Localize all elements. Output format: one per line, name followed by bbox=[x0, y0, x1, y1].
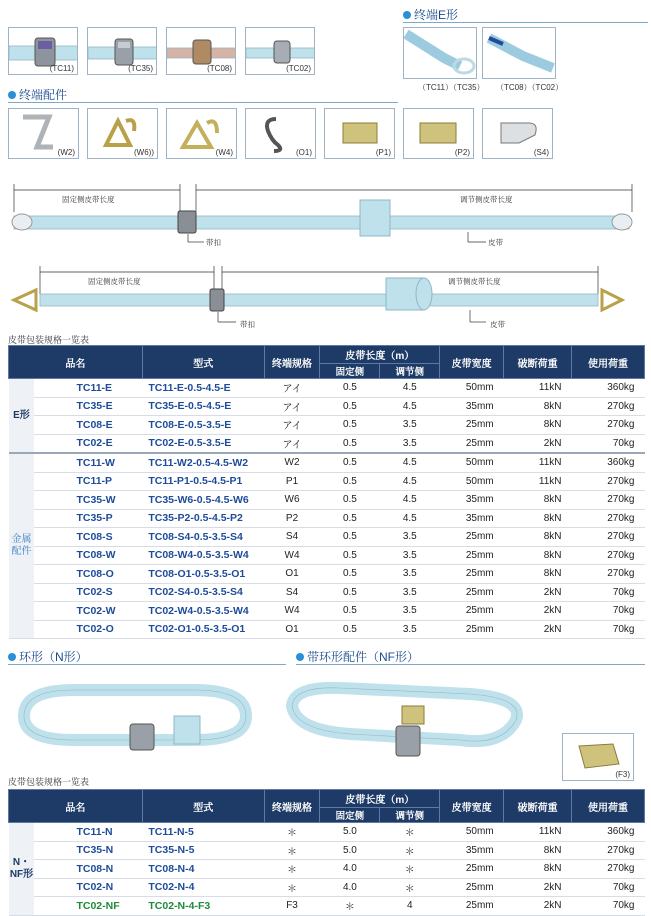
cell-use: 70kg bbox=[572, 434, 645, 453]
cell-end: W4 bbox=[264, 602, 320, 621]
cell-end: W2 bbox=[264, 453, 320, 472]
bullet-icon bbox=[8, 653, 16, 661]
cell-adjust: 3.5 bbox=[380, 620, 440, 639]
cell-name: TC11-E bbox=[34, 379, 142, 398]
cell-adjust: ＊ bbox=[380, 841, 440, 860]
header-model: 型式 bbox=[142, 346, 264, 379]
buckle-label: 带扣 bbox=[240, 320, 255, 329]
cell-use: 70kg bbox=[572, 583, 645, 602]
f3-fitting-thumb bbox=[562, 733, 634, 781]
cell-use: 270kg bbox=[572, 860, 645, 879]
section-divider bbox=[8, 102, 398, 103]
cell-fixed: 0.5 bbox=[320, 453, 380, 472]
table-row bbox=[9, 583, 645, 602]
cell-model: TC35-E-0.5-4.5-E bbox=[142, 397, 264, 416]
cell-break: 11kN bbox=[504, 453, 572, 472]
cell-end: アイ bbox=[264, 416, 320, 435]
e-end-caption-left: （TC11）（TC35） bbox=[418, 83, 485, 92]
table-1-body-metal bbox=[9, 453, 645, 639]
ratchet-thumb-tc35 bbox=[87, 27, 157, 75]
cell-end: アイ bbox=[264, 379, 320, 398]
ratchet-code: (TC02) bbox=[286, 64, 311, 73]
bullet-icon bbox=[296, 653, 304, 661]
cell-model: TC11-P1-0.5-4.5-P1 bbox=[142, 472, 264, 491]
cell-break: 8kN bbox=[504, 509, 572, 528]
cell-width: 25mm bbox=[440, 565, 504, 584]
section-title-end-e bbox=[403, 6, 458, 23]
cell-fixed: 0.5 bbox=[320, 434, 380, 453]
cell-end: O1 bbox=[264, 565, 320, 584]
ratchet-code: (TC08) bbox=[207, 64, 232, 73]
cell-end: W6 bbox=[264, 491, 320, 510]
fitting-thumb-w6 bbox=[87, 108, 158, 159]
cell-use: 270kg bbox=[572, 397, 645, 416]
cell-name: TC35-W bbox=[34, 491, 142, 510]
cell-break: 8kN bbox=[504, 416, 572, 435]
table-row bbox=[9, 509, 645, 528]
cell-break: 11kN bbox=[504, 379, 572, 398]
table-row bbox=[9, 823, 645, 842]
cell-adjust: 3.5 bbox=[380, 602, 440, 621]
cell-width: 35mm bbox=[440, 397, 504, 416]
cell-width: 50mm bbox=[440, 472, 504, 491]
header-end-spec: 终端规格 bbox=[264, 346, 320, 379]
table-1-title: 皮带包装规格一览表 bbox=[8, 335, 90, 345]
cell-use: 360kg bbox=[572, 453, 645, 472]
header-width: 皮带宽度 bbox=[440, 346, 504, 379]
ratchet-code: (TC11) bbox=[49, 64, 74, 73]
fitting-thumb-o1 bbox=[245, 108, 316, 159]
cell-fixed: 0.5 bbox=[320, 620, 380, 639]
section-divider bbox=[403, 22, 648, 23]
cell-end: アイ bbox=[264, 434, 320, 453]
ring-nf-image bbox=[280, 676, 536, 768]
cell-name: TC11-W bbox=[34, 453, 142, 472]
cell-break: 2kN bbox=[504, 620, 572, 639]
cell-model: TC08-O1-0.5-3.5-O1 bbox=[142, 565, 264, 584]
group-label-e: E形 bbox=[9, 379, 35, 454]
ratchet-thumb-tc11 bbox=[8, 27, 78, 75]
table-row bbox=[9, 860, 645, 879]
fitting-thumb-p2 bbox=[403, 108, 474, 159]
table-2-title: 皮带包装规格一览表 bbox=[8, 777, 90, 787]
cell-break: 8kN bbox=[504, 546, 572, 565]
cell-adjust: 3.5 bbox=[380, 416, 440, 435]
cell-name: TC08-O bbox=[34, 565, 142, 584]
cell-fixed: 5.0 bbox=[320, 841, 380, 860]
fitting-thumb-s4 bbox=[482, 108, 553, 159]
cell-adjust: 4.5 bbox=[380, 453, 440, 472]
table-row bbox=[9, 841, 645, 860]
cell-adjust: 3.5 bbox=[380, 583, 440, 602]
header-model: 型式 bbox=[142, 790, 264, 823]
cell-adjust: 3.5 bbox=[380, 546, 440, 565]
ring-n-image bbox=[14, 676, 254, 760]
cell-width: 35mm bbox=[440, 841, 504, 860]
cell-end: P1 bbox=[264, 472, 320, 491]
cell-model: TC02-S4-0.5-3.5-S4 bbox=[142, 583, 264, 602]
cell-end: ＊ bbox=[264, 823, 320, 842]
cell-adjust: 3.5 bbox=[380, 565, 440, 584]
cell-break: 8kN bbox=[504, 491, 572, 510]
cell-width: 25mm bbox=[440, 860, 504, 879]
table-row bbox=[9, 434, 645, 453]
cell-fixed: 0.5 bbox=[320, 546, 380, 565]
cell-break: 2kN bbox=[504, 434, 572, 453]
fixed-length-label: 固定侧皮带长度 bbox=[62, 195, 115, 204]
cell-width: 25mm bbox=[440, 878, 504, 897]
cell-end: P2 bbox=[264, 509, 320, 528]
cell-end: ＊ bbox=[264, 878, 320, 897]
cell-adjust: 3.5 bbox=[380, 434, 440, 453]
table-row bbox=[9, 491, 645, 510]
cell-end: F3 bbox=[264, 897, 320, 916]
e-end-caption-right: （TC08）（TC02） bbox=[496, 83, 564, 92]
cell-use: 270kg bbox=[572, 491, 645, 510]
cell-name: TC08-E bbox=[34, 416, 142, 435]
cell-use: 270kg bbox=[572, 416, 645, 435]
section-title-text: 终端E形 bbox=[414, 8, 459, 22]
eye-end-icon bbox=[404, 28, 477, 79]
section-title-text: 带环形配件（NF形） bbox=[307, 650, 419, 664]
cell-fixed: 0.5 bbox=[320, 379, 380, 398]
fitting-thumb-p1 bbox=[324, 108, 395, 159]
adjust-length-label: 调节侧皮带长度 bbox=[460, 195, 513, 204]
cell-break: 11kN bbox=[504, 823, 572, 842]
group-label-n-nf: N・NF形 bbox=[9, 823, 35, 916]
header-break-load: 破断荷重 bbox=[504, 346, 572, 379]
cell-use: 360kg bbox=[572, 823, 645, 842]
cell-fixed: ＊ bbox=[320, 897, 380, 916]
cell-width: 25mm bbox=[440, 528, 504, 547]
cell-fixed: 0.5 bbox=[320, 583, 380, 602]
fitting-code: (S4) bbox=[533, 148, 549, 157]
table-row bbox=[9, 416, 645, 435]
section-title-text: 终端配件 bbox=[19, 88, 68, 102]
cell-model: TC11-W2-0.5-4.5-W2 bbox=[142, 453, 264, 472]
cell-width: 25mm bbox=[440, 602, 504, 621]
cell-adjust: 4.5 bbox=[380, 472, 440, 491]
diagram-fitting-type bbox=[8, 264, 643, 334]
header-fixed: 固定侧 bbox=[320, 364, 380, 379]
cell-end: S4 bbox=[264, 583, 320, 602]
fitting-code: (W2) bbox=[57, 148, 75, 157]
cell-name: TC11-P bbox=[34, 472, 142, 491]
table-1-body-e bbox=[9, 379, 645, 454]
header-break-load: 破断荷重 bbox=[504, 790, 572, 823]
cell-fixed: 0.5 bbox=[320, 491, 380, 510]
header-end-spec: 终端规格 bbox=[264, 790, 320, 823]
cell-fixed: 0.5 bbox=[320, 416, 380, 435]
table-row bbox=[9, 878, 645, 897]
cell-model: TC02-N-4-F3 bbox=[142, 897, 264, 916]
cell-width: 25mm bbox=[440, 546, 504, 565]
cell-name: TC08-S bbox=[34, 528, 142, 547]
diagram-e-type bbox=[8, 180, 643, 250]
belt-label: 皮带 bbox=[488, 238, 503, 247]
cell-use: 70kg bbox=[572, 620, 645, 639]
table-row bbox=[9, 472, 645, 491]
cell-model: TC02-E-0.5-3.5-E bbox=[142, 434, 264, 453]
cell-break: 2kN bbox=[504, 583, 572, 602]
cell-name: TC02-NF bbox=[34, 897, 142, 916]
cell-model: TC11-N-5 bbox=[142, 823, 264, 842]
fitting-code: (W4) bbox=[215, 148, 233, 157]
cell-model: TC35-W6-0.5-4.5-W6 bbox=[142, 491, 264, 510]
cell-width: 25mm bbox=[440, 434, 504, 453]
cell-break: 2kN bbox=[504, 878, 572, 897]
cell-fixed: 0.5 bbox=[320, 565, 380, 584]
header-use-load: 使用荷重 bbox=[572, 346, 645, 379]
cell-model: TC35-P2-0.5-4.5-P2 bbox=[142, 509, 264, 528]
cell-model: TC02-N-4 bbox=[142, 878, 264, 897]
cell-adjust: 4.5 bbox=[380, 379, 440, 398]
cell-name: TC02-S bbox=[34, 583, 142, 602]
cell-fixed: 0.5 bbox=[320, 397, 380, 416]
cell-adjust: 4.5 bbox=[380, 491, 440, 510]
eye-end-icon bbox=[483, 28, 556, 79]
table-row bbox=[9, 565, 645, 584]
cell-end: ＊ bbox=[264, 841, 320, 860]
cell-adjust: ＊ bbox=[380, 878, 440, 897]
cell-use: 270kg bbox=[572, 528, 645, 547]
fitting-code: (P2) bbox=[454, 148, 470, 157]
cell-break: 8kN bbox=[504, 397, 572, 416]
cell-break: 8kN bbox=[504, 860, 572, 879]
cell-model: TC08-N-4 bbox=[142, 860, 264, 879]
cell-fixed: 0.5 bbox=[320, 602, 380, 621]
bullet-icon bbox=[8, 91, 16, 99]
cell-fixed: 0.5 bbox=[320, 509, 380, 528]
cell-name: TC02-E bbox=[34, 434, 142, 453]
cell-use: 270kg bbox=[572, 565, 645, 584]
cell-name: TC35-E bbox=[34, 397, 142, 416]
adjust-length-label: 调节侧皮带长度 bbox=[448, 277, 501, 286]
header-adjust: 调节侧 bbox=[380, 364, 440, 379]
header-belt-length: 皮带长度（m） bbox=[320, 346, 440, 364]
cell-name: TC35-P bbox=[34, 509, 142, 528]
section-divider bbox=[8, 664, 286, 665]
cell-model: TC11-E-0.5-4.5-E bbox=[142, 379, 264, 398]
table-2-body bbox=[9, 823, 645, 916]
cell-width: 25mm bbox=[440, 897, 504, 916]
cell-name: TC02-W bbox=[34, 602, 142, 621]
cell-width: 50mm bbox=[440, 379, 504, 398]
table-row bbox=[9, 453, 645, 472]
fitting-code: (O1) bbox=[296, 148, 312, 157]
cell-end: O1 bbox=[264, 620, 320, 639]
fixed-length-label: 固定侧皮带长度 bbox=[88, 277, 141, 286]
cell-model: TC02-W4-0.5-3.5-W4 bbox=[142, 602, 264, 621]
cell-break: 8kN bbox=[504, 841, 572, 860]
cell-use: 270kg bbox=[572, 509, 645, 528]
table-row bbox=[9, 620, 645, 639]
fitting-code: (W6)) bbox=[134, 148, 154, 157]
cell-width: 25mm bbox=[440, 620, 504, 639]
fitting-thumb-w2 bbox=[8, 108, 79, 159]
table-row bbox=[9, 546, 645, 565]
cell-break: 8kN bbox=[504, 565, 572, 584]
fitting-code: (P1) bbox=[375, 148, 391, 157]
cell-width: 25mm bbox=[440, 416, 504, 435]
cell-adjust: 4 bbox=[380, 897, 440, 916]
table-row bbox=[9, 602, 645, 621]
cell-fixed: 4.0 bbox=[320, 860, 380, 879]
header-width: 皮带宽度 bbox=[440, 790, 504, 823]
group-label-metal: 金属配件 bbox=[9, 453, 35, 639]
table-row bbox=[9, 897, 645, 916]
cell-use: 270kg bbox=[572, 472, 645, 491]
header-use-load: 使用荷重 bbox=[572, 790, 645, 823]
cell-width: 35mm bbox=[440, 509, 504, 528]
cell-break: 8kN bbox=[504, 528, 572, 547]
cell-width: 50mm bbox=[440, 823, 504, 842]
cell-name: TC35-N bbox=[34, 841, 142, 860]
header-belt-length: 皮带长度（m） bbox=[320, 790, 440, 808]
cell-end: アイ bbox=[264, 397, 320, 416]
cell-end: W4 bbox=[264, 546, 320, 565]
cell-fixed: 4.0 bbox=[320, 878, 380, 897]
section-title-ring-nf bbox=[296, 648, 419, 665]
header-fixed: 固定侧 bbox=[320, 808, 380, 823]
table-row bbox=[9, 379, 645, 398]
cell-break: 2kN bbox=[504, 602, 572, 621]
cell-fixed: 0.5 bbox=[320, 528, 380, 547]
section-title-ring-n bbox=[8, 648, 88, 665]
cell-use: 270kg bbox=[572, 546, 645, 565]
section-title-text: 环形（N形） bbox=[19, 650, 88, 664]
cell-model: TC35-N-5 bbox=[142, 841, 264, 860]
cell-width: 35mm bbox=[440, 491, 504, 510]
cell-use: 70kg bbox=[572, 878, 645, 897]
e-end-thumb-2 bbox=[482, 27, 556, 79]
cell-use: 270kg bbox=[572, 841, 645, 860]
cell-break: 2kN bbox=[504, 897, 572, 916]
cell-end: ＊ bbox=[264, 860, 320, 879]
spec-table-2 bbox=[8, 789, 645, 916]
cell-adjust: 3.5 bbox=[380, 528, 440, 547]
header-adjust: 调节侧 bbox=[380, 808, 440, 823]
header-name: 品名 bbox=[9, 346, 143, 379]
cell-break: 11kN bbox=[504, 472, 572, 491]
cell-fixed: 5.0 bbox=[320, 823, 380, 842]
cell-width: 50mm bbox=[440, 453, 504, 472]
cell-adjust: ＊ bbox=[380, 860, 440, 879]
section-title-end-fittings bbox=[8, 86, 67, 103]
ratchet-thumb-tc02 bbox=[245, 27, 315, 75]
cell-adjust: 4.5 bbox=[380, 397, 440, 416]
cell-name: TC11-N bbox=[34, 823, 142, 842]
cell-use: 360kg bbox=[572, 379, 645, 398]
cell-model: TC08-S4-0.5-3.5-S4 bbox=[142, 528, 264, 547]
cell-fixed: 0.5 bbox=[320, 472, 380, 491]
belt-label: 皮带 bbox=[490, 320, 505, 329]
fitting-thumb-w4 bbox=[166, 108, 237, 159]
cell-name: TC08-W bbox=[34, 546, 142, 565]
cell-name: TC02-O bbox=[34, 620, 142, 639]
e-end-thumb-1 bbox=[403, 27, 477, 79]
cell-adjust: 4.5 bbox=[380, 509, 440, 528]
bullet-icon bbox=[403, 11, 411, 19]
section-divider bbox=[296, 664, 645, 665]
spec-table-1 bbox=[8, 345, 645, 639]
cell-end: S4 bbox=[264, 528, 320, 547]
ratchet-code: (TC35) bbox=[128, 64, 153, 73]
cell-use: 70kg bbox=[572, 602, 645, 621]
ratchet-thumb-tc08 bbox=[166, 27, 236, 75]
cell-model: TC02-O1-0.5-3.5-O1 bbox=[142, 620, 264, 639]
cell-adjust: ＊ bbox=[380, 823, 440, 842]
fitting-code: (F3) bbox=[615, 770, 630, 779]
cell-model: TC08-W4-0.5-3.5-W4 bbox=[142, 546, 264, 565]
table-row bbox=[9, 397, 645, 416]
cell-width: 25mm bbox=[440, 583, 504, 602]
buckle-label: 带扣 bbox=[206, 238, 221, 247]
table-row bbox=[9, 528, 645, 547]
cell-use: 70kg bbox=[572, 897, 645, 916]
header-name: 品名 bbox=[9, 790, 143, 823]
cell-name: TC08-N bbox=[34, 860, 142, 879]
cell-model: TC08-E-0.5-3.5-E bbox=[142, 416, 264, 435]
cell-name: TC02-N bbox=[34, 878, 142, 897]
